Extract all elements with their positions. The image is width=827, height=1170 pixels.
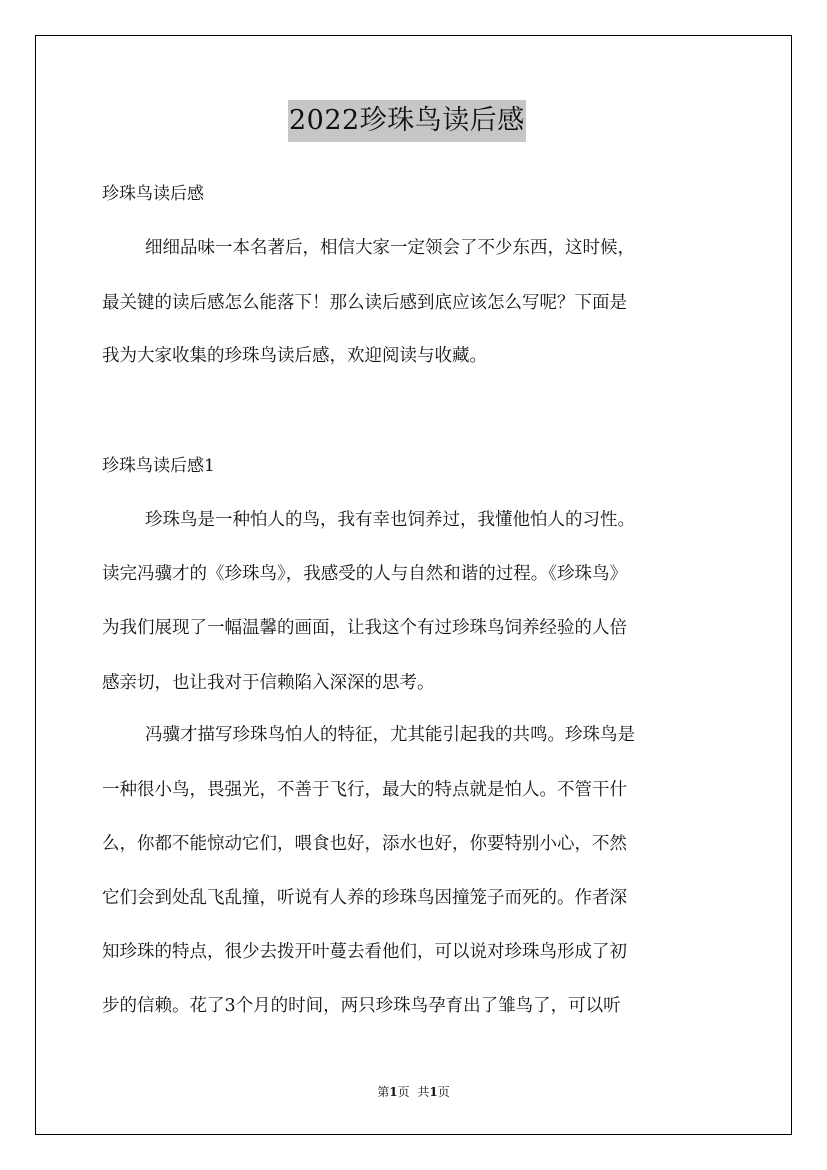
- intro-line: 我为大家收集的珍珠鸟读后感，欢迎阅读与收藏。: [102, 346, 487, 366]
- intro-line: 细细品味一本名著后，相信大家一定领会了不少东西，这时候，: [145, 238, 635, 258]
- paragraph-line: 为我们展现了一幅温馨的画面，让我这个有过珍珠鸟饲养经验的人倍: [102, 618, 627, 638]
- intro-line: 最关键的读后感怎么能落下！那么读后感到底应该怎么写呢？下面是: [102, 293, 627, 313]
- section-heading: 珍珠鸟读后感1: [102, 456, 215, 476]
- total-prefix: 共: [417, 1085, 430, 1099]
- paragraph-line: 一种很小鸟，畏强光，不善于飞行，最大的特点就是怕人。不管干什: [102, 780, 627, 800]
- paragraph-line: 冯骥才描写珍珠鸟怕人的特征，尤其能引起我的共鸣。珍珠鸟是: [145, 725, 635, 745]
- total-suffix: 页: [437, 1085, 450, 1099]
- paragraph-line: 读完冯骥才的《珍珠鸟》，我感受的人与自然和谐的过程。《珍珠鸟》: [102, 564, 627, 584]
- page-prefix: 第: [377, 1085, 390, 1099]
- page-suffix: 页: [397, 1085, 410, 1099]
- intro-heading: 珍珠鸟读后感: [102, 184, 204, 204]
- paragraph-line: 珍珠鸟是一种怕人的鸟，我有幸也饲养过，我懂他怕人的习性。: [145, 510, 635, 530]
- paragraph-line: 么，你都不能惊动它们，喂食也好，添水也好，你要特别小心，不然: [102, 834, 627, 854]
- paragraph-line: 步的信赖。花了3个月的时间，两只珍珠鸟孕育出了雏鸟了，可以听: [102, 996, 621, 1016]
- document-title: 2022珍珠鸟读后感: [288, 100, 526, 142]
- paragraph-line: 知珍珠的特点，很少去拨开叶蔓去看他们，可以说对珍珠鸟形成了初: [102, 942, 627, 962]
- page-footer: [0, 1085, 827, 1099]
- page-number: 1: [389, 1085, 398, 1099]
- paragraph-line: 它们会到处乱飞乱撞，听说有人养的珍珠鸟因撞笼子而死的。作者深: [102, 888, 627, 908]
- paragraph-line: 感亲切，也让我对于信赖陷入深深的思考。: [102, 673, 435, 693]
- total-pages: 1: [429, 1085, 438, 1099]
